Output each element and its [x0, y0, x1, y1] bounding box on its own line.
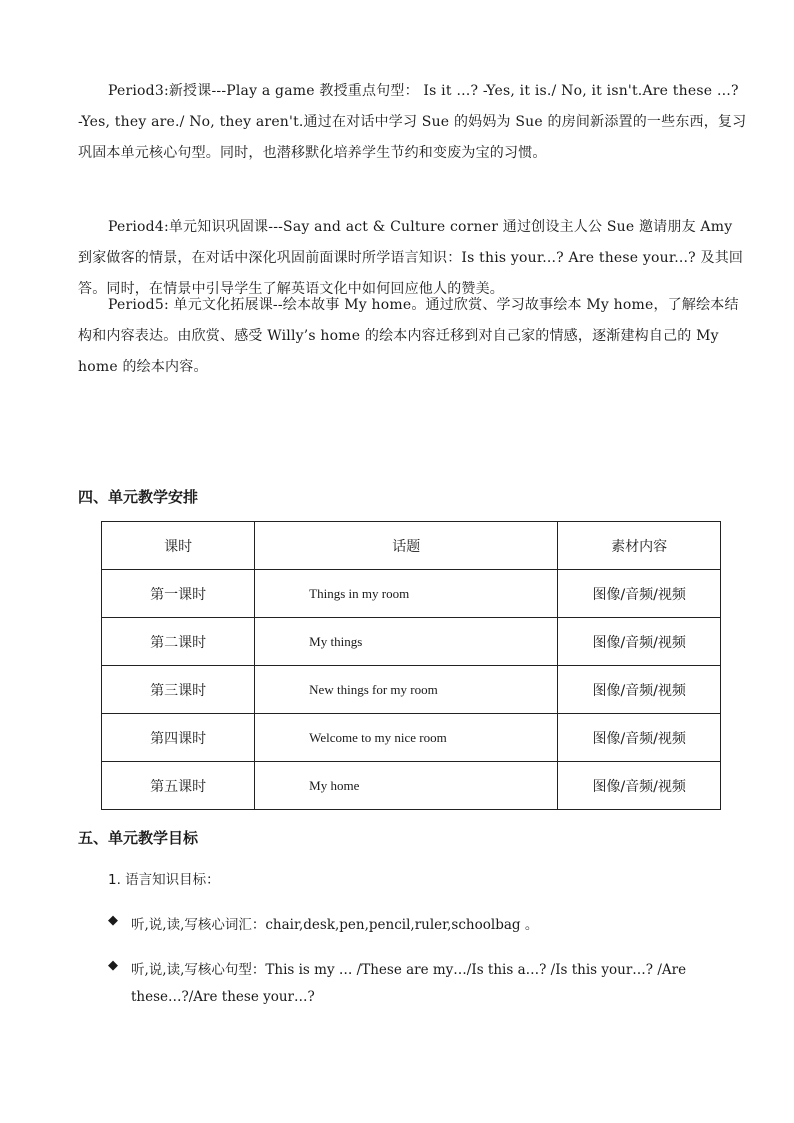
- header-topic: 话题: [255, 522, 558, 570]
- cell-material: 图像/音频/视频: [558, 618, 721, 666]
- cell-topic: New things for my room: [255, 666, 558, 714]
- cell-topic: My things: [255, 618, 558, 666]
- cell-period: 第一课时: [102, 570, 255, 618]
- cell-material: 图像/音频/视频: [558, 714, 721, 762]
- sentence-goal-line-continued: these…?/Are these your…?: [131, 989, 315, 1005]
- section4-heading: 四、单元教学安排: [78, 488, 199, 506]
- cell-period: 第二课时: [102, 618, 255, 666]
- language-goal-subtitle: 1. 语言知识目标：: [108, 872, 220, 888]
- diamond-bullet-icon: ◆: [108, 913, 118, 928]
- vocab-goal-line: 听,说,读,写核心词汇：chair,desk,pen,pencil,ruler,schoolbag 。: [131, 917, 539, 933]
- cell-period: 第三课时: [102, 666, 255, 714]
- header-period: 课时: [102, 522, 255, 570]
- header-material: 素材内容: [558, 522, 721, 570]
- cell-period: 第五课时: [102, 762, 255, 810]
- cell-material: 图像/音频/视频: [558, 666, 721, 714]
- table-row: [102, 570, 721, 618]
- table-row: [102, 762, 721, 810]
- period3-paragraph: Period3:新授课---Play a game 教授重点句型： Is it …? -Yes, it is./ No, it isn't.Are these …? -Yes, they are./ No, they aren't.通过在对话中学习 Sue 的妈妈为 Sue 的房间新添置的一些东西，复习巩固本单元核心句型。同时，也潜移默化培养学生节约和变废为宝的习惯。: [78, 83, 747, 161]
- section5-heading: 五、单元教学目标: [78, 829, 199, 847]
- table-row: [102, 714, 721, 762]
- cell-period: 第四课时: [102, 714, 255, 762]
- cell-topic: Things in my room: [255, 570, 558, 618]
- period5-paragraph: Period5: 单元文化拓展课--绘本故事 My home。通过欣赏、学习故事绘本 My home，了解绘本结构和内容表达。由欣赏、感受 Willy’s home 的绘本内容迁移到对自己家的情感，逐渐建构自己的 My home 的绘本内容。: [78, 297, 739, 375]
- schedule-table: [101, 521, 721, 810]
- table-row: [102, 666, 721, 714]
- sentence-goal-line: 听,说,读,写核心句型：This is my … /These are my…/Is this a…? /Is this your…? /Are: [131, 962, 687, 978]
- cell-topic: My home: [255, 762, 558, 810]
- cell-topic: Welcome to my nice room: [255, 714, 558, 762]
- table-header-row: [102, 522, 721, 570]
- table-row: [102, 618, 721, 666]
- cell-material: 图像/音频/视频: [558, 570, 721, 618]
- period4-paragraph: Period4:单元知识巩固课---Say and act & Culture corner 通过创设主人公 Sue 邀请朋友 Amy 到家做客的情景，在对话中深化巩固前面课时所学语言知识：Is this your...? Are these your...? 及其回答。同时，在情景中引导学生了解英语文化中如何回应他人的赞美。: [78, 219, 744, 297]
- cell-material: 图像/音频/视频: [558, 762, 721, 810]
- diamond-bullet-icon: ◆: [108, 958, 118, 973]
